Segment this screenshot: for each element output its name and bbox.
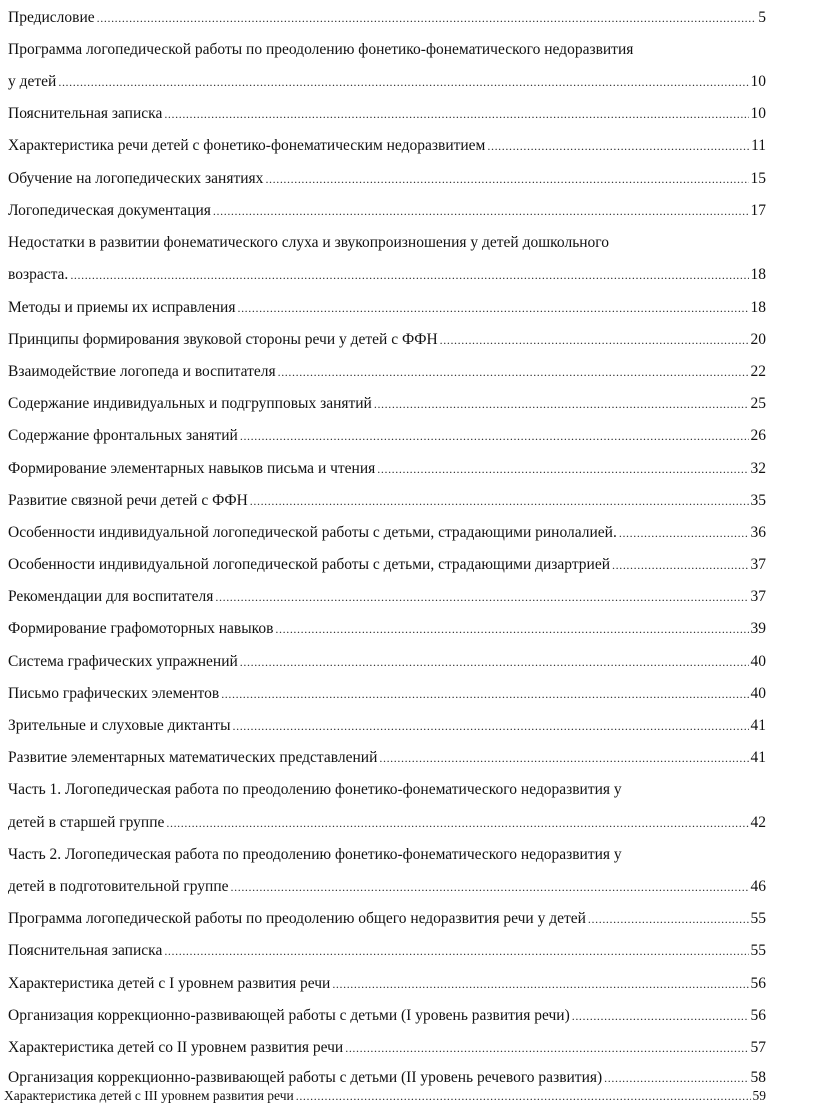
leader-dots [233, 716, 749, 736]
toc-entry-title: Обучение на логопедических занятиях [8, 170, 264, 187]
toc-entry-page: 25 [750, 395, 766, 412]
toc-entry-page: 26 [750, 427, 766, 444]
toc-entry[interactable] [8, 8, 766, 28]
toc-entry-title-line1: Недостатки в развитии фонематического слуха и звукопроизношения у детей дошкольного [8, 234, 610, 251]
toc-entry-title: Логопедическая документация [8, 202, 211, 219]
leader-dots [213, 201, 749, 221]
leader-dots [215, 587, 748, 607]
toc-entry[interactable] [4, 1086, 766, 1106]
toc-entry[interactable] [8, 201, 766, 221]
leader-dots [221, 684, 748, 704]
leader-dots [70, 265, 748, 285]
toc-entry[interactable] [8, 974, 766, 994]
toc-entry[interactable] [8, 426, 766, 446]
toc-entry-title: детей в подготовительной группе [8, 878, 229, 895]
leader-dots [332, 974, 748, 994]
toc-entry-page: 57 [750, 1039, 766, 1056]
toc-entry-title: Развитие связной речи детей с ФФН [8, 492, 248, 509]
toc-entry-page: 36 [750, 524, 766, 541]
toc-entry-title: Содержание фронтальных занятий [8, 427, 238, 444]
toc-entry[interactable] [8, 104, 766, 124]
toc-entry-page: 58 [750, 1069, 766, 1086]
toc-entry[interactable] [8, 652, 766, 672]
toc-entry-title: Характеристика детей с I уровнем развития речи [8, 975, 331, 992]
toc-entry-page: 22 [750, 363, 766, 380]
toc-entry[interactable] [8, 684, 766, 704]
toc-entry-title-line1: Программа логопедической работы по преодолению фонетико-фонематического недоразвития [8, 41, 634, 58]
toc-entry-page: 39 [750, 620, 766, 637]
toc-entry[interactable] [8, 394, 766, 414]
toc-entry-title: Особенности индивидуальной логопедической работы с детьми, страдающими дизартрией [8, 556, 611, 573]
toc-entry-page: 32 [750, 460, 766, 477]
leader-dots [58, 72, 748, 92]
toc-entry[interactable] [8, 813, 766, 833]
leader-dots [250, 491, 749, 511]
leader-dots [440, 330, 749, 350]
toc-entry-title: Зрительные и слуховые диктанты [8, 717, 231, 734]
leader-dots [619, 523, 749, 543]
toc-entry-title: Письмо графических элементов [8, 685, 220, 702]
leader-dots [377, 459, 748, 479]
toc-entry-page: 41 [750, 749, 766, 766]
toc-entry[interactable] [8, 362, 766, 382]
leader-dots [240, 426, 749, 446]
leader-dots [166, 813, 748, 833]
toc-entry[interactable] [8, 459, 766, 479]
toc-entry-page: 10 [750, 73, 766, 90]
toc-entry-page: 15 [750, 170, 766, 187]
toc-entry-title: Характеристика детей с III уровнем развития речи [4, 1088, 294, 1103]
leader-dots [379, 748, 748, 768]
toc-entry-title: Рекомендации для воспитателя [8, 588, 214, 605]
toc-entry-page: 41 [750, 717, 766, 734]
toc-entry-page: 11 [751, 137, 766, 154]
toc-entry-title: Пояснительная записка [8, 105, 163, 122]
toc-entry-page: 40 [750, 685, 766, 702]
toc-entry-page: 18 [750, 266, 766, 283]
toc-entry-title: Формирование элементарных навыков письма и чтения [8, 460, 376, 477]
leader-dots [296, 1086, 751, 1106]
toc-entry-page: 5 [758, 9, 766, 26]
toc-entry[interactable] [8, 1006, 766, 1026]
toc-entry-title: Пояснительная записка [8, 942, 163, 959]
toc-entry-title: Предисловие [8, 9, 95, 26]
toc-entry-title: Программа логопедической работы по преодолению общего недоразвития речи у детей [8, 910, 586, 927]
toc-entry-page: 59 [752, 1088, 766, 1103]
toc-entry[interactable] [8, 265, 766, 285]
leader-dots [97, 8, 757, 28]
toc-entry-page: 17 [750, 202, 766, 219]
toc-entry[interactable] [8, 491, 766, 511]
leader-dots [275, 619, 748, 639]
toc-entry-title: Формирование графомоторных навыков [8, 620, 274, 637]
toc-entry[interactable] [8, 941, 766, 961]
toc-entry[interactable] [8, 748, 766, 768]
toc-entry-title: возраста. [8, 266, 69, 283]
toc-entry-line1[interactable] [8, 780, 766, 800]
leader-dots [237, 298, 748, 318]
toc-entry-page: 55 [750, 910, 766, 927]
toc-entry-title-line1: Часть 2. Логопедическая работа по преодолению фонетико-фонематического недоразвития у [8, 846, 622, 863]
leader-dots [572, 1006, 749, 1026]
toc-entry-page: 46 [750, 878, 766, 895]
toc-entry-title: детей в старшей группе [8, 814, 165, 831]
toc-entry[interactable] [8, 1038, 766, 1058]
toc-entry[interactable] [8, 909, 766, 929]
toc-entry-page: 56 [750, 975, 766, 992]
toc-entry-line1[interactable] [8, 845, 766, 865]
toc-entry[interactable] [8, 72, 766, 92]
toc-entry-page: 37 [750, 556, 766, 573]
toc-entry-page: 40 [750, 653, 766, 670]
toc-entry-page: 55 [750, 942, 766, 959]
toc-entry[interactable] [8, 523, 766, 543]
toc-entry-title: Особенности индивидуальной логопедической работы с детьми, страдающими ринолалией. [8, 524, 617, 541]
toc-entry-title: Принципы формирования звуковой стороны речи у детей с ФФН [8, 331, 438, 348]
toc-entry[interactable] [8, 587, 766, 607]
leader-dots [164, 941, 748, 961]
toc-entry[interactable] [8, 1068, 766, 1088]
toc-entry[interactable] [8, 298, 766, 318]
toc-entry-page: 10 [750, 105, 766, 122]
leader-dots [265, 169, 748, 189]
leader-dots [604, 1068, 748, 1088]
toc-entry-title: у детей [8, 73, 57, 90]
leader-dots [588, 909, 749, 929]
toc-entry-page: 37 [750, 588, 766, 605]
toc-entry-title: Система графических упражнений [8, 653, 238, 670]
leader-dots [345, 1038, 748, 1058]
toc-entry-title: Характеристика речи детей с фонетико-фонематическим недоразвитием [8, 137, 486, 154]
toc-entry-line1[interactable] [8, 40, 766, 60]
leader-dots [164, 104, 748, 124]
leader-dots [278, 362, 749, 382]
toc-entry[interactable] [8, 716, 766, 736]
toc-entry-page: 56 [750, 1007, 766, 1024]
toc-entry-line1[interactable] [8, 233, 766, 253]
toc-entry-title: Организация коррекционно-развивающей работы с детьми (II уровень речевого развития) [8, 1069, 603, 1086]
toc-entry-title-line1: Часть 1. Логопедическая работа по преодолению фонетико-фонематического недоразвития у [8, 781, 622, 798]
toc-entry-page: 18 [750, 299, 766, 316]
leader-dots [487, 136, 749, 156]
toc-entry-page: 42 [750, 814, 766, 831]
toc-entry-title: Методы и приемы их исправления [8, 299, 236, 316]
toc-entry[interactable] [8, 555, 766, 575]
leader-dots [612, 555, 748, 575]
toc-entry-page: 35 [750, 492, 766, 509]
leader-dots [240, 652, 749, 672]
toc-entry-title: Взаимодействие логопеда и воспитателя [8, 363, 276, 380]
leader-dots [374, 394, 749, 414]
leader-dots [231, 877, 749, 897]
toc-entry[interactable] [8, 330, 766, 350]
toc-entry[interactable] [8, 169, 766, 189]
toc-entry-title: Содержание индивидуальных и подгрупповых занятий [8, 395, 372, 412]
toc-entry[interactable] [8, 877, 766, 897]
toc-entry-title: Развитие элементарных математических представлений [8, 749, 378, 766]
toc-entry-title: Характеристика детей со II уровнем развития речи [8, 1039, 344, 1056]
toc-entry[interactable] [8, 136, 766, 156]
toc-entry-title: Организация коррекционно-развивающей работы с детьми (I уровень развития речи) [8, 1007, 570, 1024]
toc-entry[interactable] [8, 619, 766, 639]
toc-entry-page: 20 [750, 331, 766, 348]
